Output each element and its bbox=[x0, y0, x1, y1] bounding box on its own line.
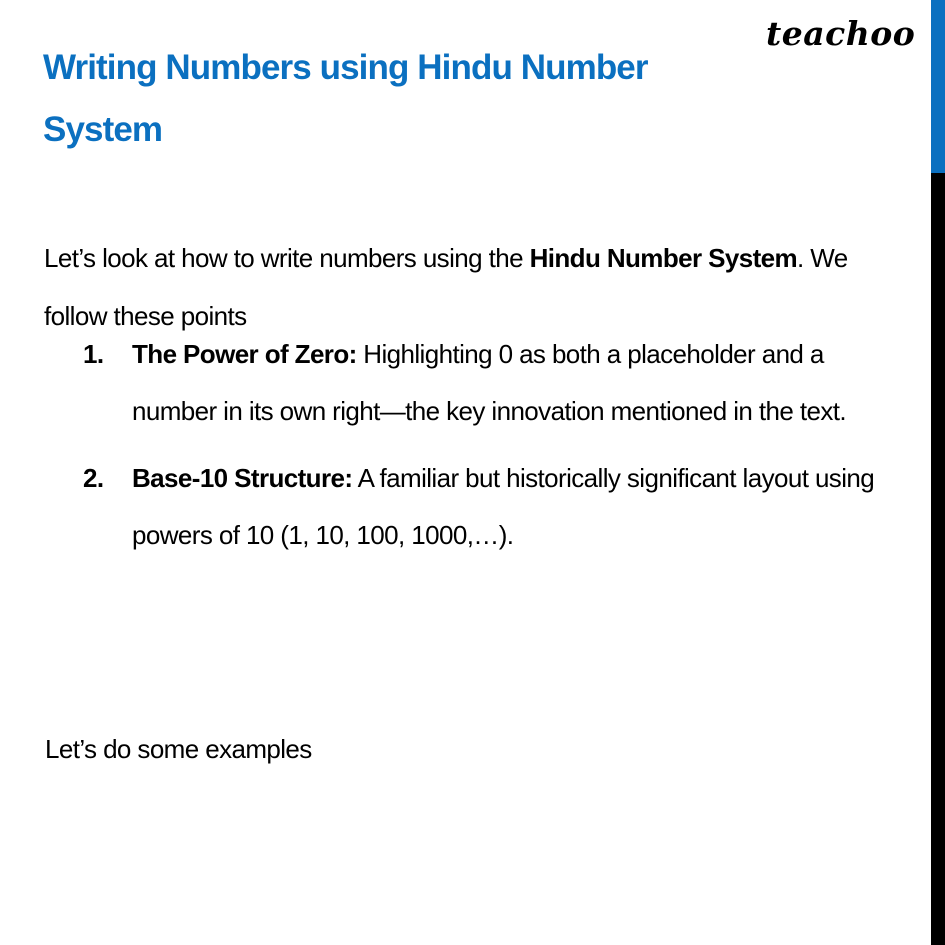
list-item-number: 1. bbox=[83, 339, 104, 369]
side-accent-bar bbox=[931, 0, 945, 945]
intro-text-before: Let’s look at how to write numbers using the bbox=[44, 243, 530, 273]
side-accent-bar-blue bbox=[931, 0, 945, 173]
list-item-heading: Base-10 Structure: bbox=[132, 463, 353, 493]
teachoo-logo: teachoo bbox=[766, 14, 916, 53]
list-item-text: A familiar but historically significant layout using powers of 10 (1, 10, 100, 1000,…). bbox=[132, 463, 875, 550]
list-item-number: 2. bbox=[83, 463, 104, 493]
side-accent-bar-black bbox=[931, 173, 945, 945]
intro-bold-term: Hindu Number System bbox=[529, 243, 798, 273]
list-item-heading: The Power of Zero: bbox=[132, 339, 357, 369]
outro-text: Let’s do some examples bbox=[45, 734, 312, 764]
points-list bbox=[83, 326, 883, 574]
list-item-text: Highlighting 0 as both a placeholder and a number in its own right—the key innovation mentioned in the text. bbox=[132, 339, 846, 426]
list-item bbox=[83, 326, 883, 440]
intro-text-after: . We follow these points bbox=[44, 243, 848, 331]
page-title: Writing Numbers using Hindu Number System bbox=[43, 48, 648, 150]
list-item bbox=[83, 450, 883, 564]
